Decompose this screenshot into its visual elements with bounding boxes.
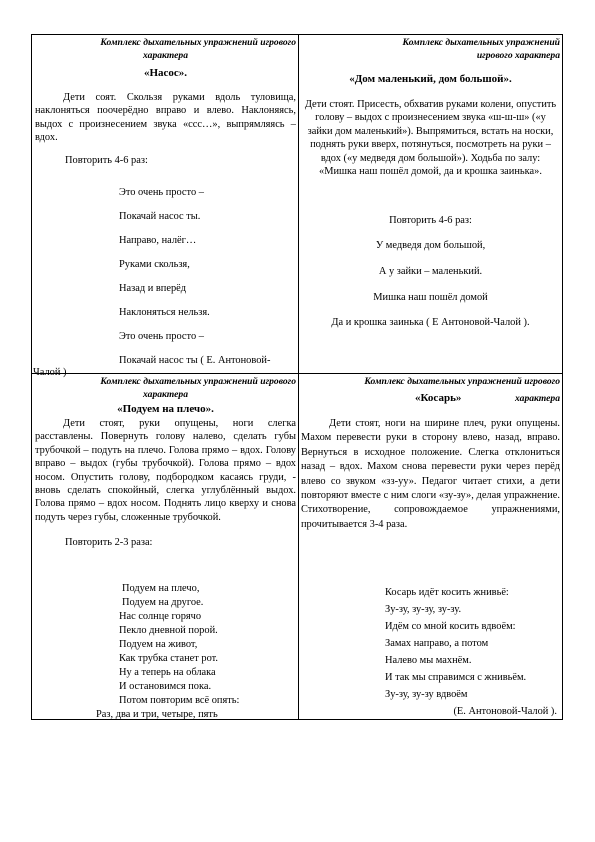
poem-line: Да и крошка заинька ( Е Антоновой-Чалой ). — [331, 317, 530, 328]
card-header-continued: характера — [515, 393, 560, 404]
poem-line: Косарь идёт косить жнивьё: — [385, 587, 509, 598]
repeat-instruction: Повторить 4-6 раз: — [65, 154, 148, 166]
exercise-table — [31, 34, 563, 720]
exercise-description: Дети стоят, ноги на ширине плеч, руки опущены. Махом перевести руки в сторону влево, назад, вправо. Вернуться в исходное положение. Слегка отклониться назад – вдох. Махом снова перевести руки через перёд влево со звуком «зз-уу». Педагог читает стихи, а дети повторяют вместе с ним слоги «зу-зу», делая упражнение. Стихотворение, сопровождаемое упражнениями, прочитывается 3-4 раза. — [301, 418, 560, 530]
poem-line: Подуем на живот, — [119, 639, 198, 650]
exercise-title: «Дом маленький, дом большой». — [349, 73, 512, 85]
poem-line: И остановимся пока. — [119, 681, 212, 692]
exercise-description: Дети соят. Скользя руками вдоль туловища, наклоняться поочерёдно вправо и влево. Наклоняясь, выдох с произнесением звука «ссс…», выпрямляясь – вдох. — [35, 92, 296, 144]
repeat-instruction: Повторить 2-3 раза: — [65, 537, 153, 549]
poem-line: Нас солнце горячо — [119, 611, 202, 622]
poem-line: Наклоняться нельзя. — [119, 307, 210, 318]
card-header: Комплекс дыхательных упражнений игрового — [100, 37, 296, 48]
poem-line: Руками скользя, — [119, 259, 190, 270]
repeat-instruction: Повторить 4-6 раз: — [389, 215, 472, 226]
exercise-title: «Насос». — [143, 67, 188, 79]
poem-line: А у зайки – маленький. — [378, 266, 483, 277]
card-header-continued: характера — [143, 50, 188, 61]
card-header: Комплекс дыхательных упражнений игрового — [364, 376, 560, 387]
poem-line: Пекло дневной порой. — [119, 625, 218, 636]
card-header: Комплекс дыхательных упражнений игрового — [100, 376, 296, 387]
poem-line: Направо, налёг… — [119, 235, 197, 246]
poem-line: И так мы справимся с жнивьём. — [385, 672, 527, 683]
poem-line: У медведя дом большой, — [375, 240, 486, 251]
exercise-description: Дети стоят. Присесть, обхватив руками колени, опустить голову – выдох с произнесением звука «ш-ш-ш» («у зайки дом маленький»). Выпрямиться, встать на носки, поднять руки вверх, потянуться, посмотреть на руки – вдох («у медведя дом большой»). Ходьба по залу: «Мишка наш пошёл домой, да и крошка заинька». — [304, 99, 557, 178]
poem-line-clipped: Чалой ) — [33, 367, 67, 378]
poem-line: Налево мы махнём. — [385, 655, 472, 666]
poem-line: Зу-зу, зу-зу, зу-зу. — [385, 604, 462, 615]
poem-line: Потом повторим всё опять: — [119, 695, 240, 706]
poem-line: Это очень просто – — [119, 331, 204, 342]
poem-line: Как трубка станет рот. — [119, 653, 219, 664]
exercise-card-nasos — [33, 36, 296, 378]
poem-line: Подуем на плечо, — [122, 583, 200, 594]
poem-line: Назад и вперёд — [119, 283, 187, 294]
poem-line: Раз, два и три, четыре, пять — [96, 709, 218, 720]
row-divider — [32, 373, 562, 374]
exercise-description: Дети стоят, руки опущены, ноги слегка расставлены. Повернуть голову налево, сделать губы трубочкой – подуть на плечо. Голова прямо – вдох. Голову вправо – выдох (губы трубочкой). Голова прямо – вдох носом. Опустить голову, подбородком касаясь груди, - вновь сделать спокойный, слегка углублённый выдох. Голова прямо – вдох носом. Поднять лицо кверху и снова подуть через губы, сложенные трубочкой. — [35, 418, 296, 523]
exercise-card-kosar — [301, 375, 560, 718]
exercise-title: «Подуем на плечо». — [117, 403, 214, 415]
poem-line: Ну а теперь на облака — [119, 667, 216, 678]
poem-line: Мишка наш пошёл домой — [373, 292, 488, 303]
exercise-card-podyem — [35, 375, 296, 718]
poem-author: (Е. Антоновой-Чалой ). — [453, 706, 557, 717]
exercise-card-dom — [301, 36, 560, 372]
card-header-continued: игрового характера — [476, 50, 560, 61]
card-header-continued: характера — [143, 389, 188, 400]
exercise-title: «Косарь» — [415, 392, 462, 404]
poem-line: Замах направо, а потом — [385, 638, 489, 649]
poem-line: Зу-зу, зу-зу вдвоём — [385, 689, 468, 700]
poem-line: Подуем на другое. — [122, 597, 204, 608]
poem-line: Покачай насос ты. — [119, 211, 201, 222]
poem-line: Покачай насос ты ( Е. Антоновой- — [119, 355, 271, 366]
card-header: Комплекс дыхательных упражнений — [402, 37, 560, 48]
poem-line: Это очень просто – — [119, 187, 204, 198]
poem-line: Идём со мной косить вдвоём: — [385, 621, 516, 632]
column-divider — [298, 35, 299, 719]
